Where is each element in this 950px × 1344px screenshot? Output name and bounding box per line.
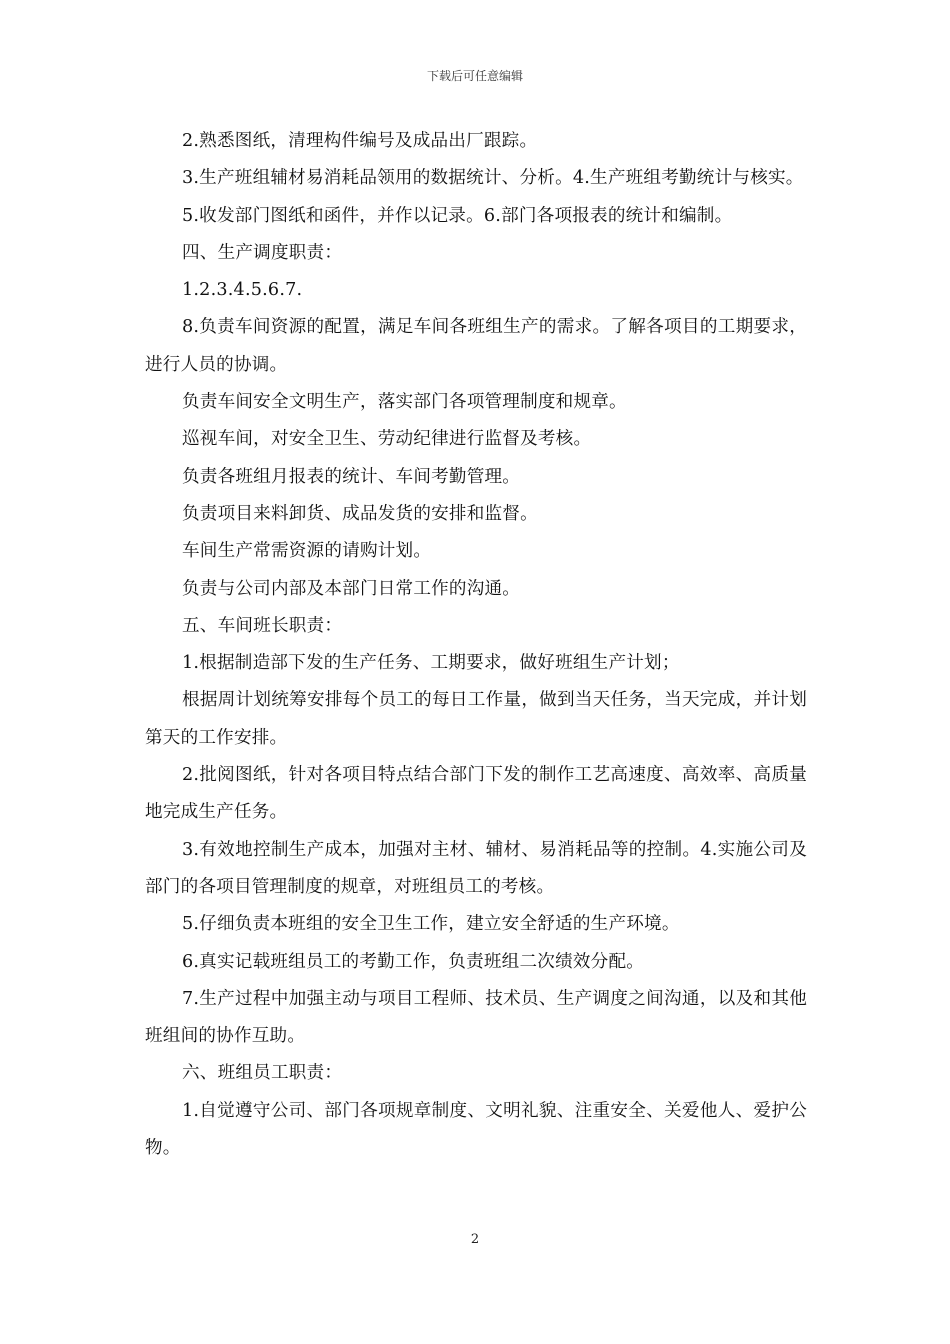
- paragraph: 1.根据制造部下发的生产任务、工期要求，做好班组生产计划；: [182, 653, 680, 674]
- paragraph: 巡视车间，对安全卫生、劳动纪律进行监督及考核。: [182, 429, 592, 450]
- paragraph: 3.生产班组辅材易消耗品领用的数据统计、分析。4.生产班组考勤统计与核实。: [182, 168, 804, 189]
- section-heading: 五、车间班长职责：: [182, 615, 343, 636]
- paragraph: 2.批阅图纸，针对各项目特点结合部门下发的制作工艺高速度、高效率、高质量地完成生产任务。: [145, 765, 807, 823]
- section-heading: 四、生产调度职责：: [182, 242, 343, 263]
- paragraph: 负责项目来料卸货、成品发货的安排和监督。: [182, 503, 538, 524]
- paragraph: 7.生产过程中加强主动与项目工程师、技术员、生产调度之间沟通，以及和其他班组间的协作互助。: [145, 988, 807, 1047]
- paragraph: 负责车间安全文明生产，落实部门各项管理制度和规章。: [182, 392, 627, 413]
- paragraph: 根据周计划统筹安排每个员工的每日工作量，做到当天任务，当天完成，并计划第天的工作安排。: [145, 690, 807, 748]
- paragraph: 1.2.3.4.5.6.7.: [182, 280, 303, 301]
- document-body: [145, 123, 807, 1167]
- page-number: 2: [470, 1232, 480, 1247]
- section-heading: 六、班组员工职责：: [182, 1063, 343, 1084]
- page-header: 下载后可任意编辑: [426, 69, 523, 83]
- paragraph: 2.熟悉图纸，清理构件编号及成品出厂跟踪。: [182, 131, 538, 151]
- paragraph: 3.有效地控制生产成本，加强对主材、辅材、易消耗品等的控制。4.实施公司及部门的各项目管理制度的规章，对班组员工的考核。: [145, 839, 807, 897]
- paragraph: 负责各班组月报表的统计、车间考勤管理。: [182, 466, 521, 487]
- paragraph: 6.真实记载班组员工的考勤工作，负责班组二次绩效分配。: [182, 951, 645, 972]
- paragraph: 5.收发部门图纸和函件，并作以记录。6.部门各项报表的统计和编制。: [182, 205, 733, 226]
- paragraph: 8.负责车间资源的配置，满足车间各班组生产的需求。了解各项目的工期要求，进行人员的协调。: [145, 317, 807, 375]
- paragraph: 5.仔细负责本班组的安全卫生工作，建立安全舒适的生产环境。: [182, 914, 680, 935]
- paragraph: 车间生产常需资源的请购计划。: [182, 541, 432, 562]
- paragraph: 1.自觉遵守公司、部门各项规章制度、文明礼貌、注重安全、关爱他人、爱护公物。: [145, 1100, 807, 1159]
- paragraph: 负责与公司内部及本部门日常工作的沟通。: [182, 578, 521, 599]
